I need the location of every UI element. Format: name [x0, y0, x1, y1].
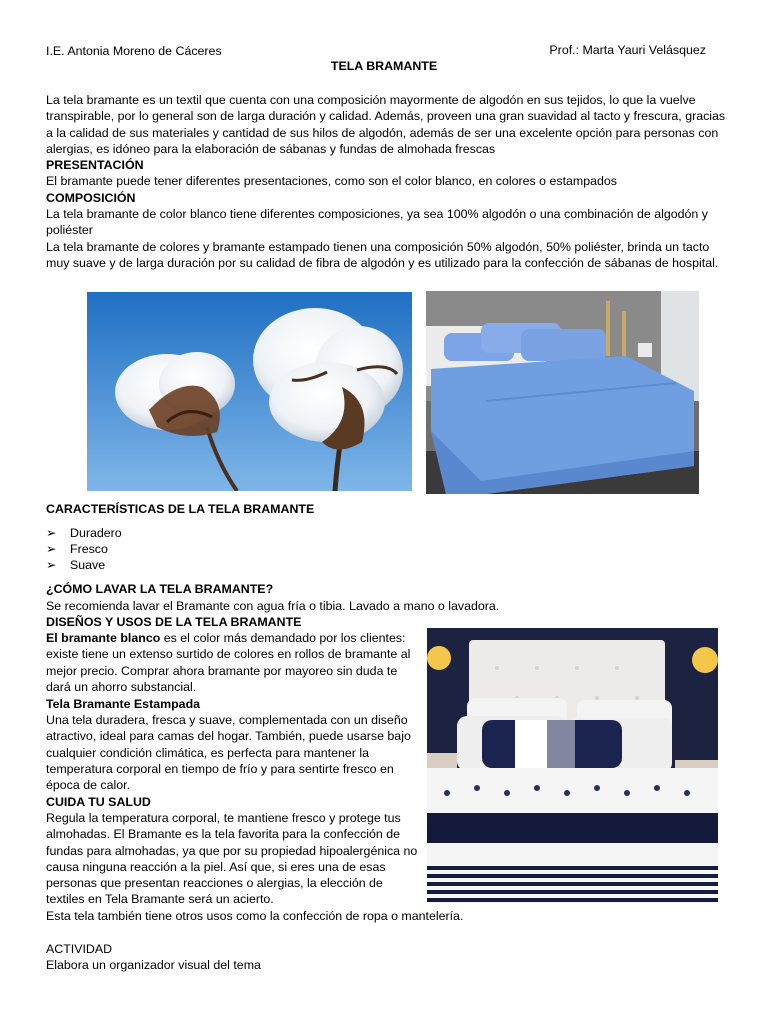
- blue-bed-photo: [426, 291, 699, 494]
- intro-paragraph: La tela bramante es un textil que cuenta con una composición mayormente de algodón en sus tejidos, lo que la vuelve transpirable, por lo general son de larga duración y calidad. Además, proveen una gran suavidad al tacto y frescura, gracias a la calidad de sus materiales y cantidad de sus hilos de algodón, además de ser una excelente opción para personas con alergias, es idóneo para la elaboración de sábanas y fundas de almohada frescas: [46, 93, 726, 156]
- estampada-text: Una tela duradera, fresca y suave, complementada con un diseño atractivo, ideal para camas del hogar. También, puede usarse bajo cualquier condición climática, es perfecta para mantener la temperatura corporal en tiempo de frío y para sentirte fresco en época de calor.: [46, 713, 411, 793]
- composicion-heading: COMPOSICIÓN: [46, 191, 136, 205]
- list-item: ➢ Suave: [46, 558, 106, 572]
- composicion-text-1: La tela bramante de color blanco tiene diferentes composiciones, ya sea 100% algodón o una combinación de algodón y poliéster: [46, 207, 708, 238]
- salud-text: Regula la temperatura corporal, te mantiene fresco y protege tus almohadas. El Bramante es la tela favorita para la confección de fundas para almohadas, ya que por su propiedad hipoalergénica no causa ninguna reacción a la piel. Así que, si eres una de esas personas que presentan reacciones o alergias, la elección de textiles en Tela Bramante será un acierto.: [46, 811, 418, 907]
- salud-heading: CUIDA TU SALUD: [46, 795, 151, 809]
- arrow-bullet-icon: ➢: [46, 558, 57, 572]
- otros-usos-text: Esta tela también tiene otros usos como la confección de ropa o mantelería.: [46, 909, 464, 923]
- lavado-text: Se recomienda lavar el Bramante con agua fría o tibia. Lavado a mano o lavadora.: [46, 599, 500, 613]
- actividad-text: Elabora un organizador visual del tema: [46, 958, 261, 972]
- disenos-heading: DISEÑOS Y USOS DE LA TELA BRAMANTE: [46, 615, 302, 629]
- arrow-bullet-icon: ➢: [46, 526, 57, 540]
- printed-bed-photo: [427, 628, 718, 903]
- caracteristicas-heading: CARACTERÍSTICAS DE LA TELA BRAMANTE: [46, 502, 315, 516]
- arrow-bullet-icon: ➢: [46, 542, 57, 556]
- lavado-heading: ¿CÓMO LAVAR LA TELA BRAMANTE?: [46, 582, 274, 596]
- estampada-heading: Tela Bramante Estampada: [46, 697, 201, 711]
- composicion-text-2: La tela bramante de colores y bramante estampado tienen una composición 50% algodón, 50% poliéster, brinda un tacto muy suave y de larga duración por su calidad de fibra de algodón y es utilizado para la confección de sábanas de hospital.: [46, 240, 719, 271]
- school-name: I.E. Antonia Moreno de Cáceres: [46, 44, 222, 58]
- list-item: ➢ Fresco: [46, 542, 108, 556]
- presentacion-text: El bramante puede tener diferentes presentaciones, como son el color blanco, en colores o estampados: [46, 174, 617, 188]
- actividad-heading: ACTIVIDAD: [46, 942, 113, 956]
- page-title: TELA BRAMANTE: [330, 59, 438, 73]
- list-item: ➢ Duradero: [46, 526, 122, 540]
- bramante-blanco-label: El bramante blanco: [46, 631, 161, 645]
- bramante-blanco-paragraph: [46, 630, 421, 695]
- teacher-name: Prof.: Marta Yauri Velásquez: [549, 43, 706, 57]
- presentacion-heading: PRESENTACIÓN: [46, 158, 144, 172]
- bramante-blanco-text: es el color más demandado por los clientes: existe tiene un extenso surtido de colores en rollos de bramante al mejor precio. Comprar ahora bramante por mayoreo sin duda te dará un ahorro substancial.: [46, 631, 411, 694]
- cotton-photo: [87, 292, 412, 491]
